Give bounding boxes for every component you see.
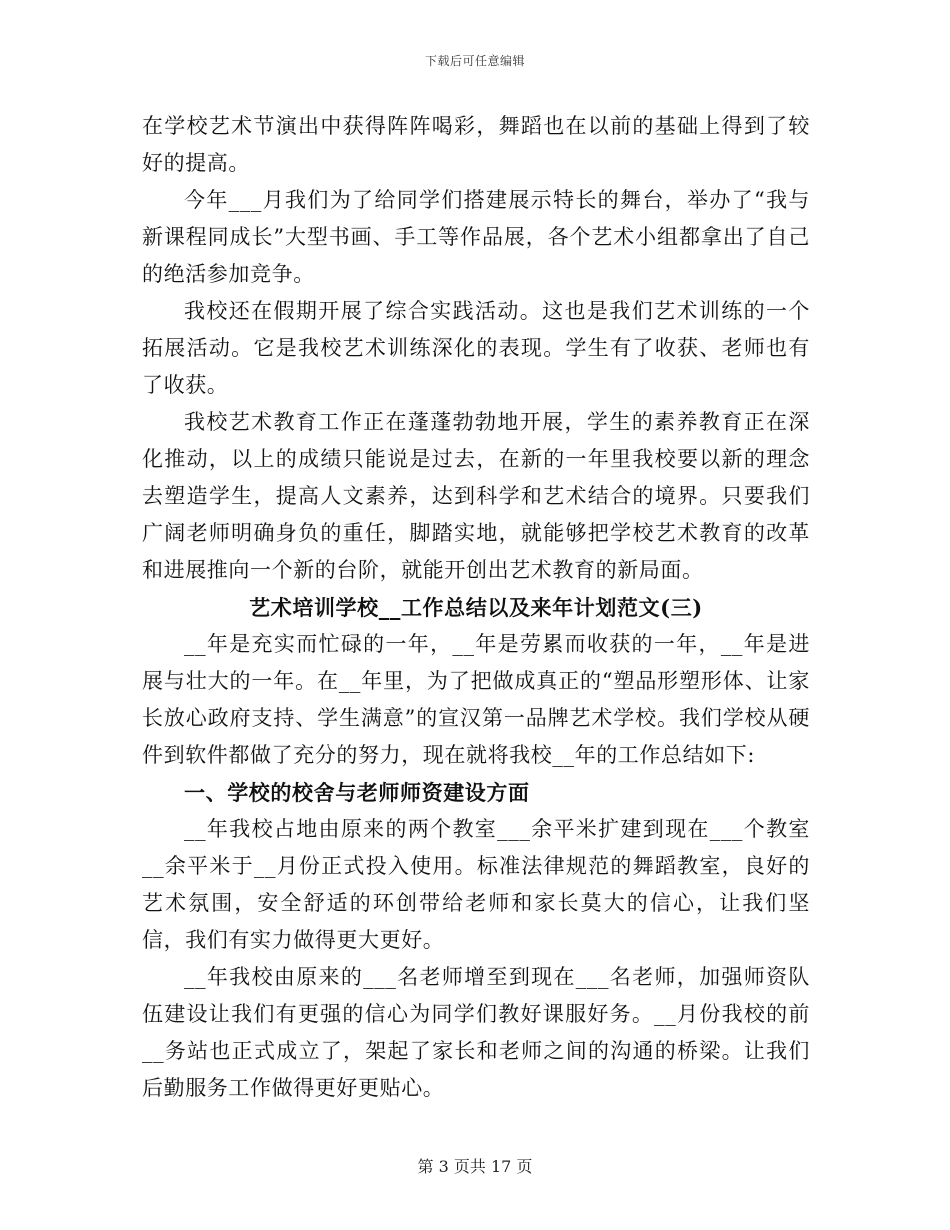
paragraph: 我校艺术教育工作正在蓬蓬勃勃地开展，学生的素养教育正在深化推动，以上的成绩只能说是过去，在新的一年里我校要以新的理念去塑造学生，提高人文素养，达到科学和艺术结合的境界。只要我们广阔老师明确身负的重任，脚踏实地，就能够把学校艺术教育的改革和进展推向一个新的台阶，就能开创出艺术教育的新局面。 — [142, 410, 810, 582]
paragraph: 今年___月我们为了给同学们搭建展示特长的舞台，举办了“我与新课程同成长”大型书画、手工等作品展，各个艺术小组都拿出了自己的绝活参加竞争。 — [142, 188, 810, 286]
page-header: 下载后可任意编辑 — [424, 54, 525, 68]
document-body — [142, 108, 810, 1107]
paragraph: __年我校占地由原来的两个教室___余平米扩建到现在___个教室__余平米于__月份正式投入使用。标准法律规范的舞蹈教室，良好的艺术氛围，安全舒适的环创带给老师和家长莫大的信心，让我们坚信，我们有实力做得更大更好。 — [142, 817, 810, 952]
subheading: 一、学校的校舍与老师师资建设方面 — [184, 780, 530, 805]
page-number: 第 3 页共 17 页 — [417, 1157, 533, 1176]
section-title: 艺术培训学校__工作总结以及来年计划范文(三) — [249, 595, 703, 620]
paragraph: __年我校由原来的___名老师增至到现在___名老师，加强师资队伍建设让我们有更强的信心为同学们教好课服好务。__月份我校的前__务站也正式成立了，架起了家长和老师之间的沟通的桥梁。让我们后勤服务工作做得更好更贴心。 — [142, 965, 810, 1100]
paragraph-continuation: 在学校艺术节演出中获得阵阵喝彩，舞蹈也在以前的基础上得到了较好的提高。 — [142, 114, 810, 175]
paragraph-intro: __年是充实而忙碌的一年，__年是劳累而收获的一年，__年是进展与壮大的一年。在__年里，为了把做成真正的“塑品形塑形体、让家长放心政府支持、学生满意”的宣汉第一品牌艺术学校。我们学校从硬件到软件都做了充分的努力，现在就将我校__年的工作总结如下: — [142, 632, 810, 767]
paragraph: 我校还在假期开展了综合实践活动。这也是我们艺术训练的一个拓展活动。它是我校艺术训练深化的表现。学生有了收获、老师也有了收获。 — [142, 299, 810, 397]
